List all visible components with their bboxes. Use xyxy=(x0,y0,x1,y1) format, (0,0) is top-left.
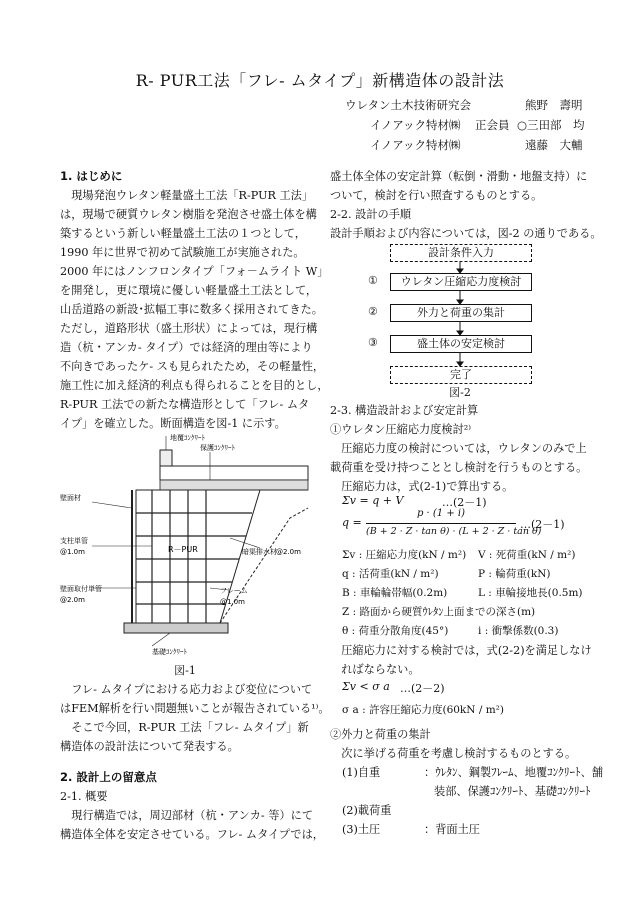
symbol-definitions xyxy=(342,546,612,641)
flow-step-1: ウレタン圧縮応力度検討 xyxy=(390,273,532,291)
flow-step-1-number: ① xyxy=(368,274,378,287)
author-2-org: イノアック特材㈱ xyxy=(370,118,461,132)
flow-step-3: 盛土体の安定検討 xyxy=(390,335,532,353)
author-1-name: 熊野 壽明 xyxy=(525,98,583,112)
pavement-layer xyxy=(160,466,308,480)
author-2-name: ○三田部 均 xyxy=(517,118,585,132)
paragraph-line: フレ- ムタイプにおける応力および変位について xyxy=(60,683,313,696)
paragraph-line: R-PUR 工法での新たな構造形として「フレ- ムタ xyxy=(60,398,310,411)
curb-concrete xyxy=(160,450,172,466)
fig1-label-curb: 地覆ｺﾝｸﾘｰﾄ xyxy=(170,434,205,442)
paragraph-line: 2000 年にはノンフロンタイプ「フォ－ムライト W」 xyxy=(60,265,329,278)
paragraph-line: 盛土体全体の安定計算（転倒・滑動・地盤支持）に xyxy=(330,170,588,183)
paragraph-line: イプ」を確立した。断面構造を図-1 に示す。 xyxy=(60,417,286,430)
paragraph-line: 載荷重を受け持つこととし検討を行うものとする。 xyxy=(330,461,588,474)
figure-2-caption: 図-2 xyxy=(449,386,471,399)
load-label: (2)載荷重 xyxy=(342,804,392,817)
left-column-after-figure xyxy=(60,680,330,756)
definition: L : 車輪接地長(0.5m) xyxy=(478,587,583,599)
equation-2-numerator: p · (1 + i) xyxy=(416,508,466,519)
paragraph-line: ればならない。 xyxy=(330,663,420,676)
fig1-label-frame: フレーム xyxy=(220,587,248,595)
paragraph-line: 現場発泡ウレタン軽量盛土工法「R-PUR 工法」 xyxy=(60,189,314,202)
load-value: ：背面土圧 xyxy=(424,823,480,836)
paragraph-line: ついて，検討を行い照査するものとする。 xyxy=(330,189,543,202)
fig1-label-protection: 保護ｺﾝｸﾘｰﾄ xyxy=(200,444,235,452)
load-value: 装部、保護ｺﾝｸﾘｰﾄ、基礎ｺﾝｸﾘｰﾄ xyxy=(434,785,591,798)
fig1-label-wallpipe-pitch: @2.0m xyxy=(60,596,85,604)
load-label: (1)自重 xyxy=(342,766,381,779)
paragraph-line: 次に挙げる荷重を考慮し検討するものとする。 xyxy=(330,747,577,760)
fig1-label-wall: 壁面材 xyxy=(60,494,81,502)
fig1-label-post-pitch: @1.0m xyxy=(60,548,85,556)
fig1-label-post: 支柱単管 xyxy=(60,537,88,545)
right-column-loads xyxy=(330,725,610,839)
paragraph-line: 造（杭・アンカ- タイプ）では経済的理由等により xyxy=(60,341,313,354)
definition: V : 死荷重(kN / m²) xyxy=(478,549,576,561)
definition: Σv : 圧縮応力度(kN / m²) xyxy=(342,549,467,561)
right-column-top xyxy=(330,167,600,243)
fig1-label-frame-pitch: @1.0m xyxy=(220,598,245,606)
paragraph-line: 築するという新しい軽量盛土工法の１つとして， xyxy=(60,227,306,240)
equation-3-number: …(2－2) xyxy=(400,682,445,695)
protection-concrete xyxy=(160,480,308,490)
equation-2-number: …(2－1) xyxy=(520,518,565,531)
fig1-label-base: 基礎ｺﾝｸﾘｰﾄ xyxy=(152,648,187,656)
author-2-role: 正会員 xyxy=(475,118,510,132)
fig1-label-wallpipe: 壁面取付単管 xyxy=(60,585,102,593)
equation-1-number: …(2－1) xyxy=(442,496,487,509)
paragraph-line: そこで今回，R-PUR 工法「フレ- ムタイプ」新 xyxy=(60,721,309,734)
subsection-2-2: 2-2. 設計の手順 xyxy=(330,208,412,221)
paragraph-line: 構造体の設計法について発表する。 xyxy=(60,740,239,753)
flow-end: 完了 xyxy=(390,366,532,384)
load-value: ：ｳﾚﾀﾝ、鋼製ﾌﾚｰﾑ、地覆ｺﾝｸﾘｰﾄ、舗 xyxy=(424,766,604,779)
base-concrete xyxy=(124,623,228,633)
paragraph-line: 施工性に加え経済的利点も得られることを目的とし， xyxy=(60,379,329,392)
definition: Z : 路面から硬質ｳﾚﾀﾝ上面までの深さ(m) xyxy=(342,606,536,618)
paragraph-line: 圧縮応力は，式(2-1)で算出する。 xyxy=(330,480,514,493)
subsection-2-3: 2-3. 構造設計および安定計算 xyxy=(330,404,479,417)
paragraph-line: ただし，道路形状（盛土形状）によっては，現行構 xyxy=(60,322,318,335)
left-column-intro xyxy=(60,167,329,433)
flow-step-2-number: ② xyxy=(368,305,378,318)
subheading-urethane: ①ウレタン圧縮応力度検討²⁾ xyxy=(330,423,472,436)
fig1-label-center: R－PUR xyxy=(168,545,198,554)
paragraph-line: 圧縮応力に対する検討では，式(2-2)を満足しなけ xyxy=(330,644,592,657)
equation-1: Σv = q + V xyxy=(342,494,404,507)
definition: θ : 荷重分散角度(45°) xyxy=(342,625,449,637)
paragraph-line: 1990 年に世界で初めて試験施工が実施された。 xyxy=(60,246,305,259)
definition: q : 活荷重(kN / m²) xyxy=(342,568,439,580)
flow-start: 設計条件入力 xyxy=(390,244,532,262)
paragraph-line: は，現場で硬質ウレタン樹脂を発泡させ盛土体を構 xyxy=(60,208,317,221)
paragraph-line: を開発し，更に環境に優しい軽量盛土工法として， xyxy=(60,284,318,297)
section-1-heading: 1. はじめに xyxy=(60,169,123,183)
equation-2-fraction-bar xyxy=(366,523,516,524)
section-2-heading: 2. 設計上の留意点 xyxy=(60,770,157,784)
paragraph-line: 山岳道路の新設･拡幅工事に数多く採用されてきた。 xyxy=(60,303,323,316)
author-3-name: 遠藤 大輔 xyxy=(525,138,583,152)
fig1-label-drain: 暗渠排水材 xyxy=(242,548,277,556)
equation-2-lhs: q = xyxy=(342,516,362,529)
subsection-2-1: 2-1. 概要 xyxy=(60,790,108,803)
paragraph-line: はFEM解析を行い問題無いことが報告されている¹⁾。 xyxy=(60,702,330,715)
paragraph-line: 現行構造では，周辺部材（杭・アンカ- 等）にて xyxy=(60,809,314,822)
paragraph-line: 不向きであったケ- スも見られたため，その軽量性， xyxy=(60,360,325,373)
allowable-stress-definition: σ a : 許容圧縮応力度(60kN / m²) xyxy=(342,704,504,716)
flow-step-3-number: ③ xyxy=(368,336,378,349)
condition-paragraph xyxy=(330,641,600,679)
fig1-label-drain-pitch: @2.0m xyxy=(276,548,301,556)
figure-1-cross-section xyxy=(60,428,310,660)
paragraph-line: 構造体全体を安定させている。フレ- ムタイプでは， xyxy=(60,828,324,841)
author-1-org: ウレタン土木技術研究会 xyxy=(345,98,472,112)
subheading-loads: ②外力と荷重の集計 xyxy=(330,728,431,741)
load-label: (3)土圧 xyxy=(342,823,381,836)
flow-arrows xyxy=(455,260,465,368)
equation-3: Σv < σ a xyxy=(342,680,390,693)
definition: P : 輪荷重(kN) xyxy=(478,568,551,580)
definition: B : 車輪輪帯幅(0.2m) xyxy=(342,587,448,599)
author-3-org: イノアック特材㈱ xyxy=(370,138,461,152)
paragraph-line: 圧縮応力度の検討については，ウレタンのみで上 xyxy=(330,442,587,455)
left-column-section-2 xyxy=(60,768,324,844)
flow-step-2: 外力と荷重の集計 xyxy=(390,304,532,322)
paper-title: R- PUR工法「フレ- ムタイプ」新構造体の設計法 xyxy=(135,71,505,90)
equation-2-denominator: (B + 2 · Z · tan θ) · (L + 2 · Z · tan θ) xyxy=(366,526,542,537)
figure-1-caption: 図-1 xyxy=(174,664,196,677)
leader-lines xyxy=(92,436,260,646)
right-column-section-2-3 xyxy=(330,401,600,496)
paragraph-line: 設計手順および内容については，図-2 の通りである。 xyxy=(330,227,602,240)
definition: i : 衝撃係数(0.3) xyxy=(478,625,559,637)
